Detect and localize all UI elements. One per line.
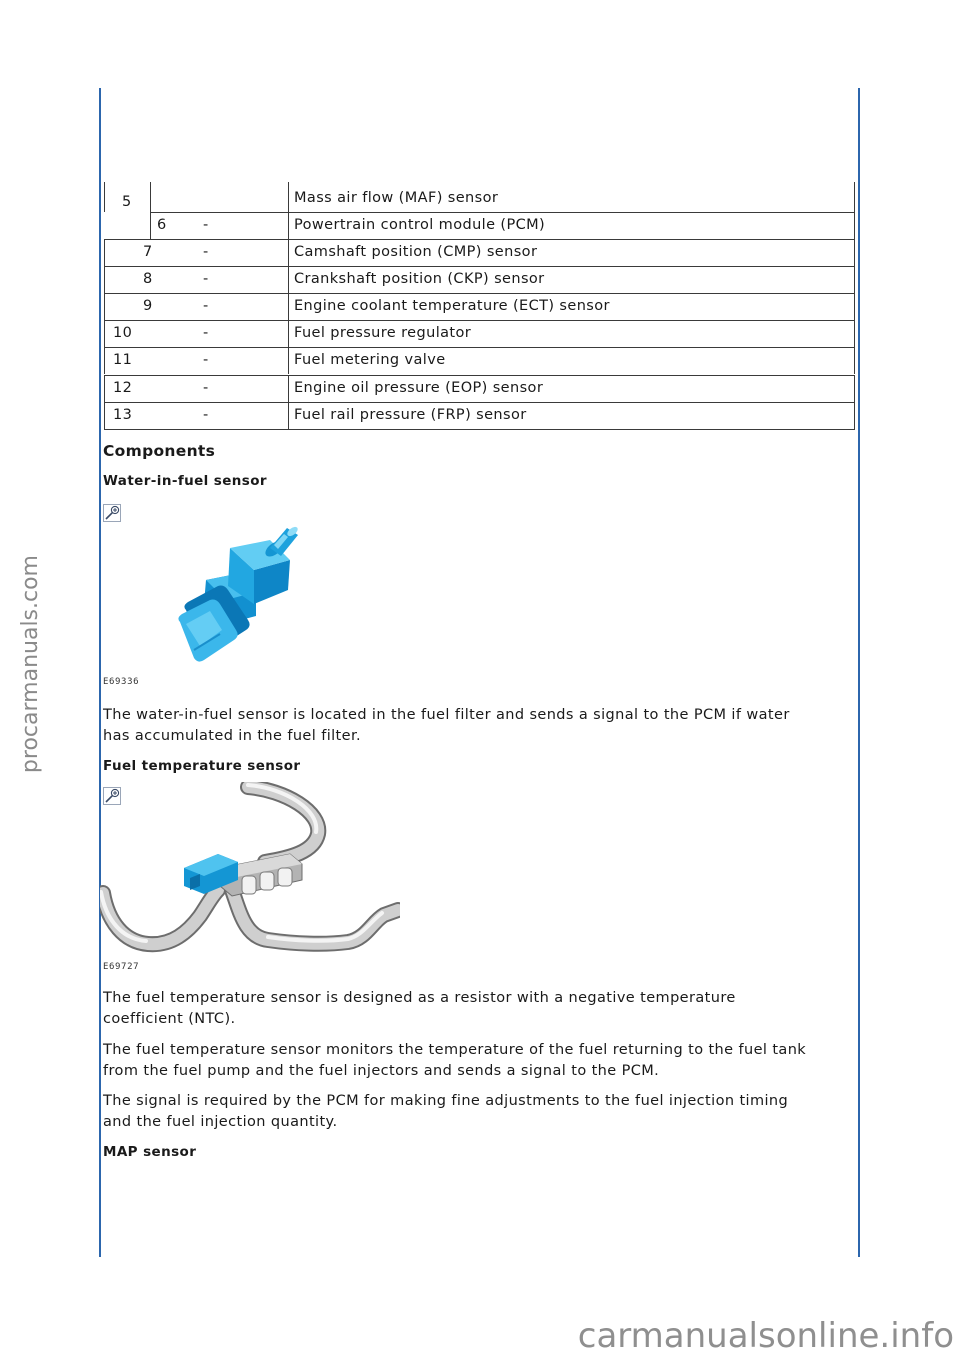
- cell-divider: [288, 294, 289, 320]
- table-row: [104, 239, 855, 266]
- footer-watermark: carmanualsonline.info: [577, 1316, 954, 1356]
- row-description: Mass air flow (MAF) sensor: [294, 190, 499, 206]
- row-dash: -: [203, 271, 209, 287]
- fuel-temperature-sensor-paragraph: [103, 988, 736, 1029]
- paragraph-line: and the fuel injection quantity.: [103, 1113, 338, 1130]
- components-heading: Components: [103, 442, 216, 460]
- row-dash: -: [203, 352, 209, 368]
- cell-divider: [288, 403, 289, 429]
- table-row: [104, 182, 855, 212]
- cell-divider: [288, 267, 289, 293]
- row-description: Engine coolant temperature (ECT) sensor: [294, 298, 610, 314]
- table-row: [104, 347, 855, 374]
- fuel-temperature-sensor-heading: Fuel temperature sensor: [103, 758, 301, 774]
- row-number: 6: [157, 217, 167, 233]
- row-number: 7: [143, 244, 153, 260]
- row-description: Powertrain control module (PCM): [294, 217, 546, 233]
- paragraph-line: coefficient (NTC).: [103, 1010, 236, 1027]
- water-in-fuel-sensor-paragraph: [103, 705, 790, 746]
- paragraph-line: The signal is required by the PCM for making fine adjustments to the fuel injection timing: [103, 1093, 789, 1109]
- row-description: Camshaft position (CMP) sensor: [294, 244, 538, 260]
- row-dash: -: [203, 380, 209, 396]
- table-row: [104, 266, 855, 293]
- cell-divider: [288, 376, 289, 402]
- zoom-icon[interactable]: [103, 787, 121, 805]
- cell-divider: [288, 348, 289, 374]
- cell-divider: [288, 213, 289, 239]
- row-dash: -: [203, 244, 209, 260]
- row-number: 8: [143, 271, 153, 287]
- map-sensor-heading: MAP sensor: [103, 1144, 197, 1160]
- table-row: [104, 375, 855, 402]
- fuel-temperature-sensor-paragraph: [103, 1091, 788, 1132]
- paragraph-line: has accumulated in the fuel filter.: [103, 727, 362, 744]
- table-row: [104, 320, 855, 347]
- row-number: 11: [113, 352, 133, 368]
- paragraph-line: The fuel temperature sensor is designed as a resistor with a negative temperature: [103, 990, 736, 1006]
- cell-divider: [150, 182, 151, 212]
- row-dash: -: [203, 298, 209, 314]
- zoom-icon[interactable]: [103, 504, 121, 522]
- row-description: Crankshaft position (CKP) sensor: [294, 271, 545, 287]
- figure-id: E69727: [103, 962, 140, 972]
- left-margin-rule: [99, 88, 101, 1257]
- paragraph-line: The water-in-fuel sensor is located in the fuel filter and sends a signal to the PCM if water: [103, 707, 790, 723]
- fuel-temperature-sensor-figure: [100, 782, 400, 958]
- right-margin-rule: [858, 88, 860, 1257]
- row-number: 5: [122, 194, 132, 210]
- row-number: 9: [143, 298, 153, 314]
- row-description: Engine oil pressure (EOP) sensor: [294, 380, 544, 396]
- fuel-temperature-sensor-paragraph: [103, 1040, 806, 1081]
- cell-divider: [288, 182, 289, 212]
- cell-divider: [288, 321, 289, 347]
- row-description: Fuel metering valve: [294, 352, 446, 368]
- table-row: [104, 402, 855, 430]
- row-number: 10: [113, 325, 133, 341]
- row-description: Fuel rail pressure (FRP) sensor: [294, 407, 527, 423]
- paragraph-line: The fuel temperature sensor monitors the temperature of the fuel returning to the fuel tank: [103, 1042, 807, 1058]
- row-number: 13: [113, 407, 133, 423]
- row-dash: -: [203, 217, 209, 233]
- table-row: [150, 212, 855, 239]
- side-watermark: procarmanuals.com: [18, 555, 43, 774]
- row-dash: -: [203, 407, 209, 423]
- water-in-fuel-sensor-heading: Water-in-fuel sensor: [103, 473, 267, 489]
- row-dash: -: [203, 325, 209, 341]
- cell-divider: [288, 240, 289, 266]
- water-in-fuel-sensor-figure: [170, 518, 305, 666]
- table-row: [104, 293, 855, 320]
- row-description: Fuel pressure regulator: [294, 325, 472, 341]
- row-number: 12: [113, 380, 133, 396]
- paragraph-line: from the fuel pump and the fuel injectors and sends a signal to the PCM.: [103, 1062, 660, 1079]
- figure-id: E69336: [103, 677, 140, 687]
